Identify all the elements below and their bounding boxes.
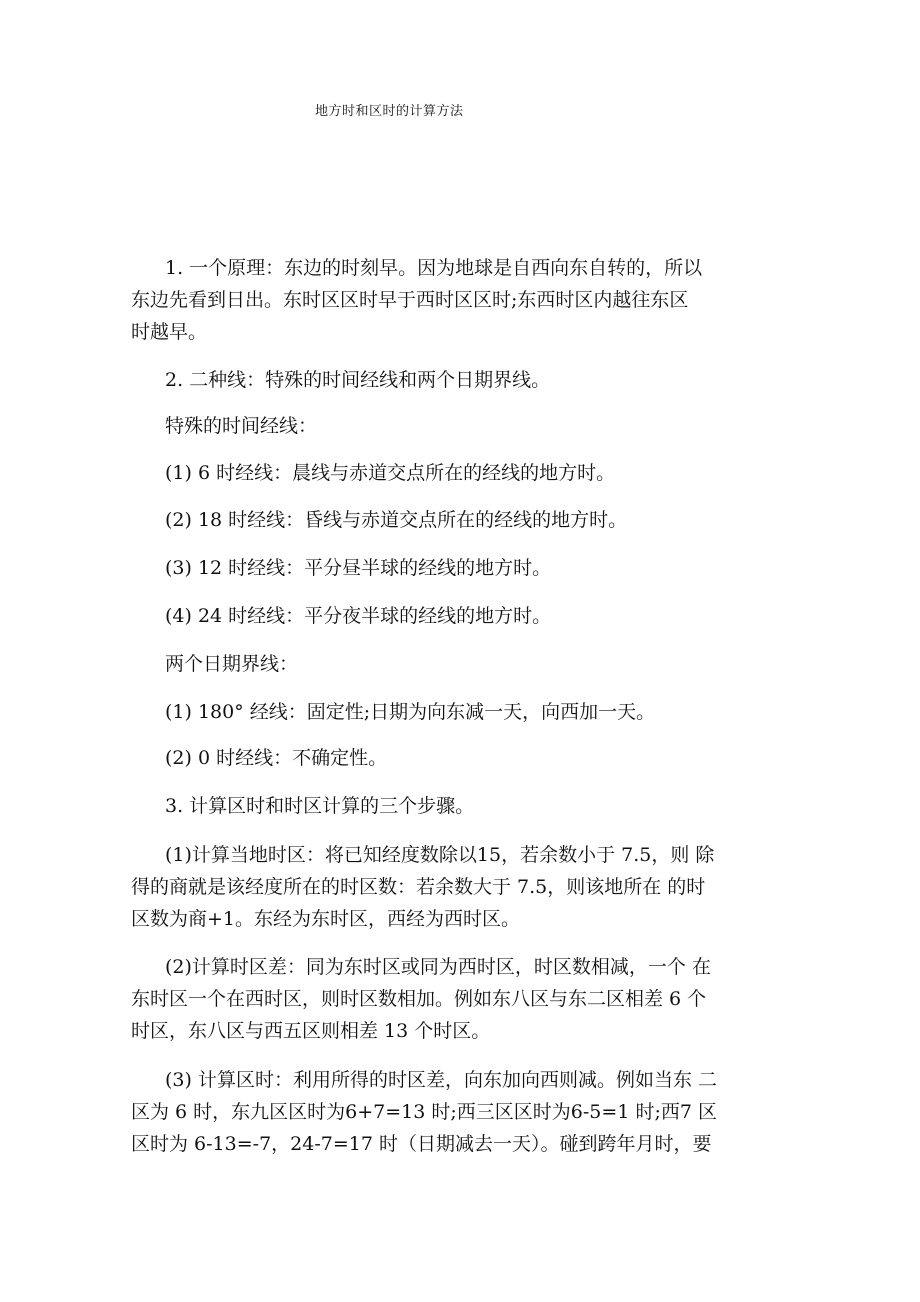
paragraph-line: (2) 0 时经线：不确定性。: [165, 747, 388, 769]
paragraph-line: (1)计算当地时区：将已知经度数除以15，若余数小于 7.5，则 除: [165, 844, 715, 866]
paragraph-line: 区数为商+1。东经为东时区，西经为西时区。: [131, 908, 521, 930]
paragraph-line: (3) 12 时经线：平分昼半球的经线的地方时。: [165, 557, 552, 579]
paragraph-line: (4) 24 时经线：平分夜半球的经线的地方时。: [165, 605, 552, 627]
paragraph-line: 1. 一个原理：东边的时刻早。因为地球是自西向东自转的，所以: [165, 257, 703, 279]
paragraph-line: 东边先看到日出。东时区区时早于西时区区时;东西时区内越往东区: [131, 289, 689, 311]
paragraph-line: 2. 二种线：特殊的时间经线和两个日期界线。: [165, 369, 551, 391]
paragraph-line: (3) 计算区时：利用所得的时区差，向东加向西则减。例如当东 二: [165, 1069, 717, 1091]
paragraph-line: 区为 6 时，东九区区时为6+7=13 时;西三区区时为6-5=1 时;西7 区: [131, 1101, 717, 1123]
paragraph-line: 两个日期界线：: [165, 653, 299, 675]
document-title: 地方时和区时的计算方法: [315, 104, 464, 119]
paragraph-line: 得的商就是该经度所在的时区数：若余数大于 7.5，则该地所在 的时: [131, 876, 706, 898]
paragraph-line: (2) 18 时经线：昏线与赤道交点所在的经线的地方时。: [165, 509, 628, 531]
paragraph-line: 区时为 6-13=-7，24-7=17 时（日期减去一天）。碰到跨年月时，要: [131, 1133, 712, 1155]
paragraph-line: 时越早。: [131, 321, 208, 343]
paragraph-line: 时区，东八区与西五区则相差 13 个时区。: [131, 1020, 491, 1042]
paragraph-line: 特殊的时间经线：: [165, 415, 318, 437]
paragraph-line: (1) 6 时经线：晨线与赤道交点所在的经线的地方时。: [165, 462, 616, 484]
paragraph-line: (1) 180° 经线：固定性;日期为向东减一天，向西加一天。: [165, 701, 656, 723]
paragraph-line: (2)计算时区差：同为东时区或同为西时区，时区数相减，一个 在: [165, 956, 711, 978]
paragraph-line: 3. 计算区时和时区计算的三个步骤。: [165, 795, 475, 817]
paragraph-line: 东时区一个在西时区，则时区数相加。例如东八区与东二区相差 6 个: [131, 988, 707, 1010]
